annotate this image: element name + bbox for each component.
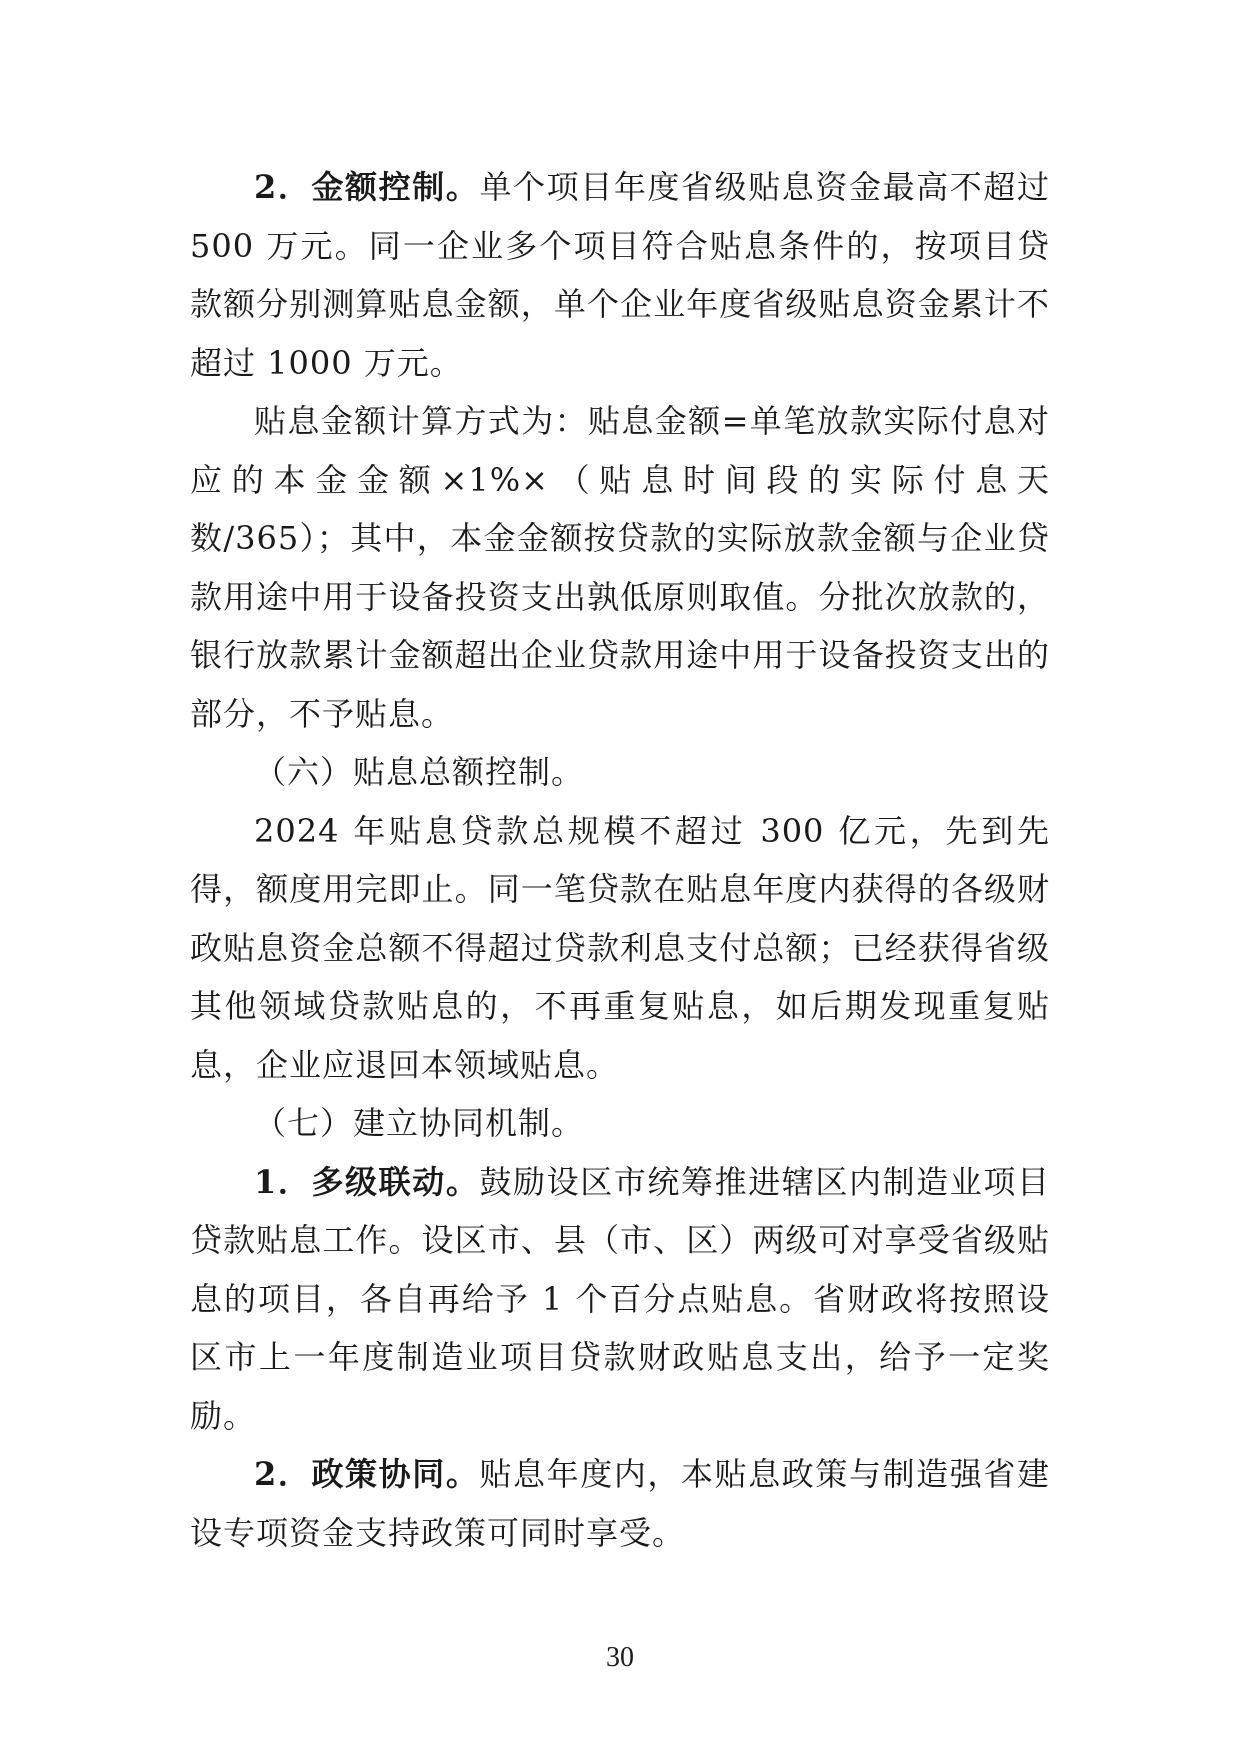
paragraph-text: 2024 年贴息贷款总规模不超过 300 亿元，先到先得，额度用完即止。同一笔贷款在贴息年度内获得的各级财政贴息资金总额不得超过贷款利息支付总额；已经获得省级其他领域贷款贴息的，不再重复贴息，如后期发现重复贴息，企业应退回本领域贴息。 (190, 811, 1050, 1084)
paragraph-policy-coordination (190, 1445, 1050, 1562)
paragraph-text: 单个项目年度省级贴息资金最高不超过 500 万元。同一企业多个项目符合贴息条件的，按项目贷款额分别测算贴息金额，单个企业年度省级贴息资金累计不超过 1000 万元。 (190, 168, 1050, 382)
paragraph-amount-control (190, 158, 1050, 392)
section-heading-text: （六）贴息总额控制。 (254, 753, 585, 791)
paragraph-text: 贴息金额计算方式为：贴息金额=单笔放款实际付息对应的本金金额×1%×（贴息时间段的实际付息天数/365）；其中，本金金额按贷款的实际放款金额与企业贷款用途中用于设备投资支出孰低原则取值。分批次放款的，银行放款累计金额超出企业贷款用途中用于设备投资支出的部分，不予贴息。 (190, 402, 1050, 733)
paragraph-text: 贴息年度内，本贴息政策与制造强省建设专项资金支持政策可同时享受。 (190, 1455, 1050, 1552)
paragraph-multi-level (190, 1153, 1050, 1446)
paragraph-text: 鼓励设区市统筹推进辖区内制造业项目贷款贴息工作。设区市、县（市、区）两级可对享受省级贴息的项目，各自再给予 1 个百分点贴息。省财政将按照设区市上一年度制造业项目贷款财政贴息支出，给予一定奖励。 (190, 1162, 1050, 1435)
document-body (190, 158, 1050, 1562)
page-number: 30 (606, 1642, 634, 1673)
paragraph-lead: 1．多级联动。 (254, 1162, 480, 1201)
section-heading-coordination (190, 1094, 1050, 1153)
section-heading-text: （七）建立协同机制。 (254, 1104, 585, 1142)
paragraph-lead: 2．金额控制。 (254, 168, 480, 206)
section-heading-total-control (190, 743, 1050, 802)
paragraph-lead: 2．政策协同。 (254, 1455, 480, 1493)
paragraph-calculation-method (190, 392, 1050, 743)
paragraph-total-scale (190, 802, 1050, 1095)
